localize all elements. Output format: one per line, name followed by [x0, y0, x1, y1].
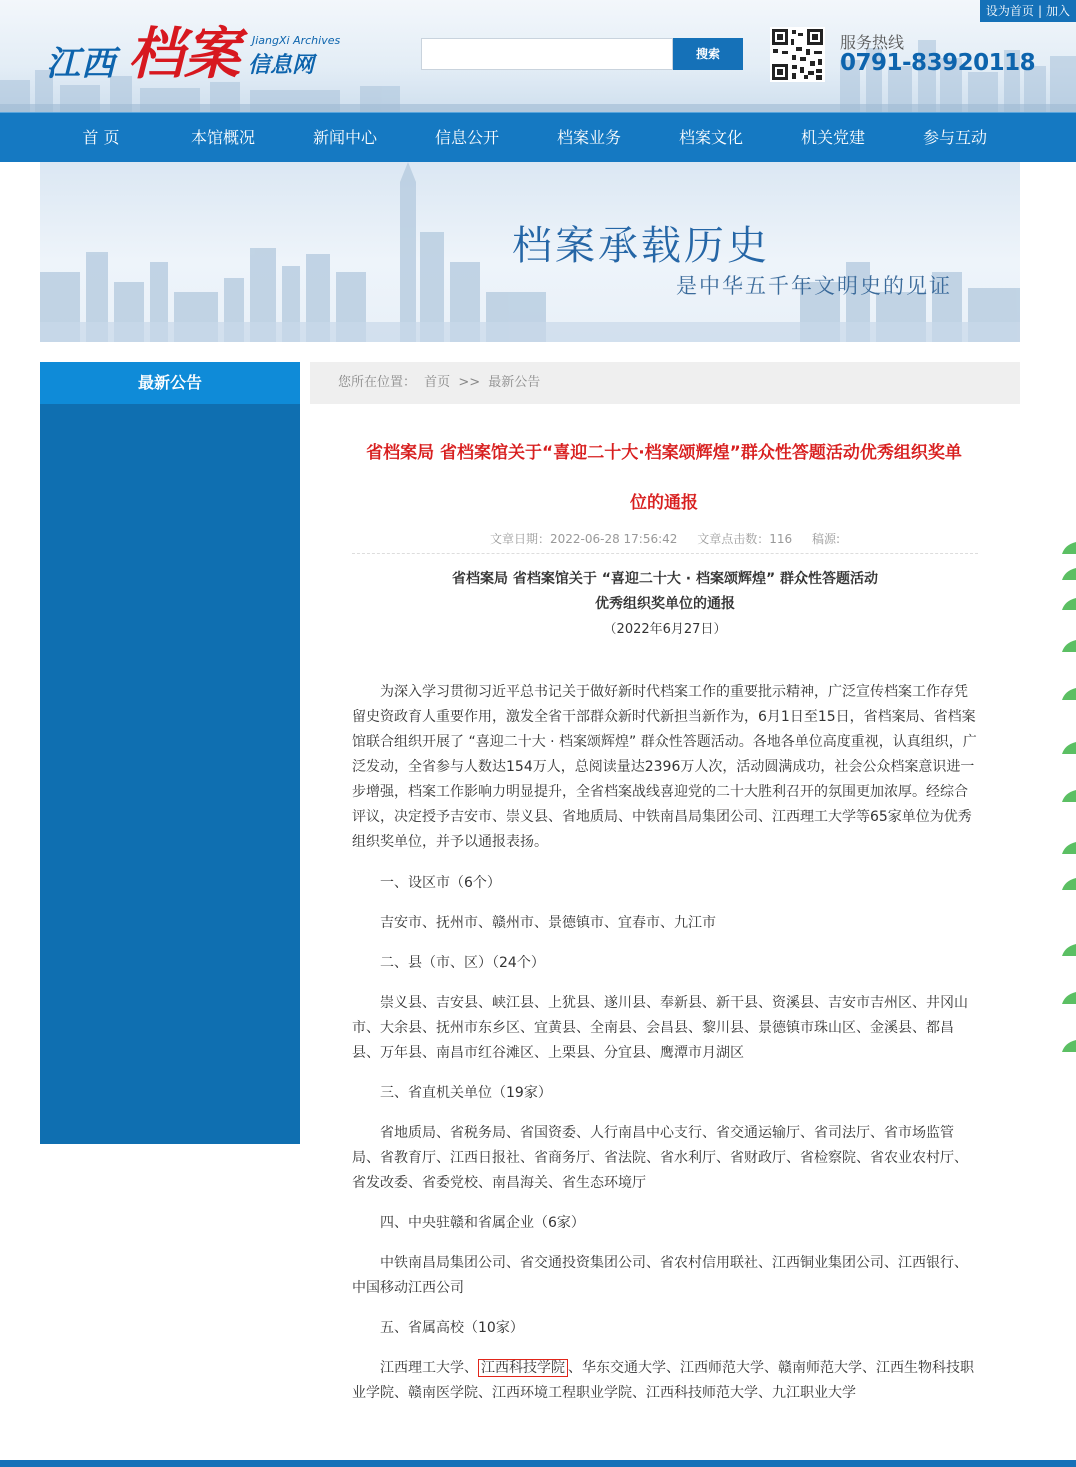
- site-header: [0, 0, 1076, 112]
- search-input[interactable]: [421, 38, 673, 70]
- logo-region-text: 江西: [46, 44, 116, 84]
- hotline-label: 服务热线: [840, 33, 905, 52]
- logo-suffix-text: 信息网: [248, 53, 315, 78]
- nav-item-news[interactable]: 新闻中心: [312, 128, 377, 147]
- breadcrumb-label: 您所在位置：: [338, 375, 417, 390]
- section-heading: 五、省属高校（10家）: [380, 1320, 524, 1336]
- banner-subtitle: 是中华五千年文明史的见证: [676, 274, 952, 298]
- banner: [40, 162, 1020, 342]
- breadcrumb: [310, 362, 1020, 404]
- main-nav: [0, 112, 1076, 162]
- section-heading: 二、县（市、区）（24个）: [380, 955, 545, 971]
- nav-item-business[interactable]: 档案业务: [556, 128, 621, 147]
- article-meta: [352, 526, 978, 554]
- article-hits: 文章点击数：116: [697, 532, 793, 546]
- banner-title: 档案承载历史: [512, 223, 770, 269]
- nav-item-info[interactable]: 信息公开: [434, 128, 499, 147]
- section-content: 中铁南昌局集团公司、省交通投资集团公司、省农村信用联社、江西铜业集团公司、江西银行、中国移动江西公司: [352, 1255, 968, 1296]
- section-heading: 四、中央驻赣和省属企业（6家）: [380, 1215, 585, 1231]
- article-source: 稿源:: [811, 532, 841, 546]
- section-heading: 一、设区市（6个）: [380, 875, 501, 891]
- sidebar-title: 最新公告: [40, 362, 300, 404]
- section-content: 省地质局、省税务局、省国资委、人行南昌中心支行、省交通运输厅、省司法厅、省市场监管局、省教育厅、江西日报社、省商务厅、省法院、省水利厅、省财政厅、省检察院、省农业农村厅、省发改委、省委党校、南昌海关、省生态环境厅: [352, 1125, 968, 1191]
- nav-item-about[interactable]: 本馆概况: [190, 128, 255, 147]
- search-button[interactable]: 搜索: [673, 38, 743, 70]
- site-logo[interactable]: [42, 10, 342, 87]
- highlighted-school: 江西科技学院: [478, 1359, 568, 1377]
- breadcrumb-current[interactable]: 最新公告: [488, 375, 541, 390]
- section-content: 吉安市、抚州市、赣州市、景德镇市、宜春市、九江市: [380, 915, 716, 931]
- section-content: 崇义县、吉安县、峡江县、上犹县、遂川县、奉新县、新干县、资溪县、吉安市吉州区、井冈山市、大余县、抚州市东乡区、宜黄县、全南县、会昌县、黎川县、景德镇市珠山区、金溪县、都昌县、万年县、南昌市红谷滩区、上栗县、分宜县、鹰潭市月湖区: [352, 995, 968, 1061]
- breadcrumb-home-link[interactable]: 首页: [424, 375, 451, 390]
- breadcrumb-separator: >>: [458, 375, 481, 390]
- article-title: 省档案局 省档案馆关于“喜迎二十大·档案颂辉煌”群众性答题活动优秀组织奖单 位的通报: [366, 443, 962, 513]
- nav-item-culture[interactable]: 档案文化: [678, 128, 743, 147]
- sidebar-panel: [40, 404, 300, 1144]
- document-date: （2022年6月27日）: [603, 622, 727, 637]
- add-favorite-link[interactable]: 加入: [1045, 4, 1070, 18]
- nav-item-party[interactable]: 机关党建: [800, 128, 865, 147]
- top-links: 设为首页 | 加入: [980, 0, 1076, 22]
- qr-code-icon: [770, 27, 825, 82]
- nav-item-interaction[interactable]: 参与互动: [922, 128, 987, 147]
- document-heading-line2: 优秀组织奖单位的通报: [595, 596, 735, 612]
- article-date: 文章日期：2022-06-28 17:56:42: [489, 532, 678, 546]
- section-content: 江西理工大学、 江西科技学院 、华东交通大学、江西师范大学、赣南师范大学、江西生物科技职业学院、赣南医学院、江西环境工程职业学院、江西科技师范大学、九江职业大学: [352, 1360, 974, 1401]
- logo-english-text: JiangXi Archives: [252, 34, 341, 47]
- hotline-number: 0791-83920118: [840, 50, 1036, 76]
- set-homepage-link[interactable]: 设为首页: [985, 4, 1034, 18]
- nav-item-home[interactable]: 首 页: [82, 128, 120, 147]
- logo-main-text: 档案: [128, 21, 240, 87]
- article-intro-paragraph: 为深入学习贯彻习近平总书记关于做好新时代档案工作的重要批示精神，广泛宣传档案工作存凭留史资政育人重要作用，激发全省干部群众新时代新担当新作为，6月1日至15日，省档案局、省档案馆联合组织开展了 “喜迎二十大 · 档案颂辉煌” 群众性答题活动。各地各单位高度重视，认真组织，广泛发动，全省参与人数达154万人，总阅读量达2396万人次，活动圆满成功，社会公众档案意识进一步增强，档案工作影响力明显提升，全省档案战线喜迎党的二十大胜利召开的氛围更加浓厚。经综合评议，决定授予吉安市、崇义县、省地质局、中铁南昌局集团公司、江西理工大学等65家单位为优秀组织奖单位，并予以通报表扬。: [352, 684, 977, 850]
- footer-bar: [0, 1460, 1076, 1467]
- section-heading: 三、省直机关单位（19家）: [380, 1085, 552, 1101]
- document-heading-line1: 省档案局 省档案馆关于 “喜迎二十大 · 档案颂辉煌” 群众性答题活动: [451, 571, 879, 587]
